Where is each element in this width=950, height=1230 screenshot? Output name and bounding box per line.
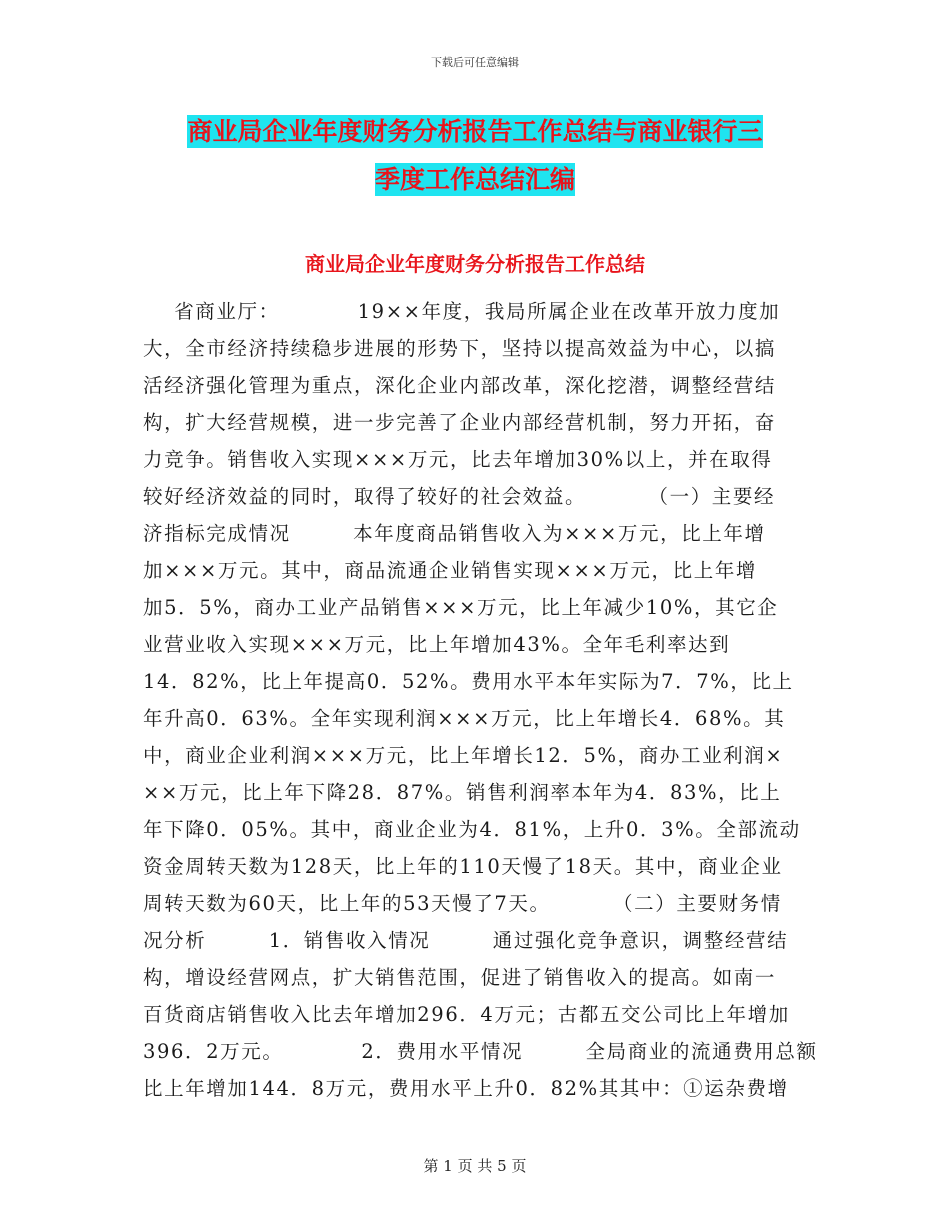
body-line: 资金周转天数为128天，比上年的110天慢了18天。其中，商业企业 xyxy=(143,855,783,878)
section-title: 商业局企业年度财务分析报告工作总结 xyxy=(305,252,645,276)
body-line: 中，商业企业利润×××万元，比上年增长12．5%，商办工业利润× xyxy=(143,744,784,767)
page-header: 下载后可任意编辑 xyxy=(431,56,519,69)
body-line: 构，扩大经营规模，进一步完善了企业内部经营机制，努力开拓，奋 xyxy=(143,411,777,434)
body-line: 力竞争。销售收入实现×××万元，比去年增加30%以上，并在取得 xyxy=(143,448,773,471)
document-title-line-1: 商业局企业年度财务分析报告工作总结与商业银行三 xyxy=(187,117,763,146)
body-line: 构，增设经营网点，扩大销售范围，促进了销售收入的提高。如南一 xyxy=(143,966,777,989)
body-line: 加5．5%，商办工业产品销售×××万元，比上年减少10%，其它企 xyxy=(143,596,779,619)
document-title-line-2: 季度工作总结汇编 xyxy=(374,165,575,194)
body-line: 活经济强化管理为重点，深化企业内部改革，深化挖潜，调整经营结 xyxy=(143,374,777,397)
body-line: 周转天数为60天，比上年的53天慢了7天。 （二）主要财务情 xyxy=(143,892,782,915)
body-line: 较好经济效益的同时，取得了较好的社会效益。 （一）主要经 xyxy=(143,485,776,508)
body-line: 年升高0．63%。全年实现利润×××万元，比上年增长4．68%。其 xyxy=(143,707,786,730)
body-line: 14．82%，比上年提高0．52%。费用水平本年实际为7．7%，比上 xyxy=(143,670,794,693)
body-line: 396．2万元。 2．费用水平情况 全局商业的流通费用总额 xyxy=(143,1040,818,1063)
body-line: ××万元，比上年下降28．87%。销售利润率本年为4．83%，比上 xyxy=(143,781,782,804)
body-text xyxy=(143,293,818,1107)
body-line: 年下降0．05%。其中，商业企业为4．81%，上升0．3%。全部流动 xyxy=(143,818,801,841)
page-footer: 第 1 页 共 5 页 xyxy=(423,1157,527,1175)
body-line: 大，全市经济持续稳步进展的形势下，坚持以提高效益为中心，以搞 xyxy=(143,337,777,360)
body-line: 济指标完成情况 本年度商品销售收入为×××万元，比上年增 xyxy=(143,522,766,545)
document-title xyxy=(120,108,830,204)
body-line: 省商业厅： 19××年度，我局所属企业在改革开放力度加 xyxy=(143,300,781,323)
body-line: 百货商店销售收入比去年增加296．4万元；古都五交公司比上年增加 xyxy=(143,1003,790,1026)
body-line: 业营业收入实现×××万元，比上年增加43%。全年毛利率达到 xyxy=(143,633,731,656)
body-line: 况分析 1．销售收入情况 通过强化竞争意识，调整经营结 xyxy=(143,929,789,952)
body-line: 比上年增加144．8万元，费用水平上升0．82%其其中：①运杂费增 xyxy=(143,1077,789,1100)
body-line: 加×××万元。其中，商品流通企业销售实现×××万元，比上年增 xyxy=(143,559,758,582)
